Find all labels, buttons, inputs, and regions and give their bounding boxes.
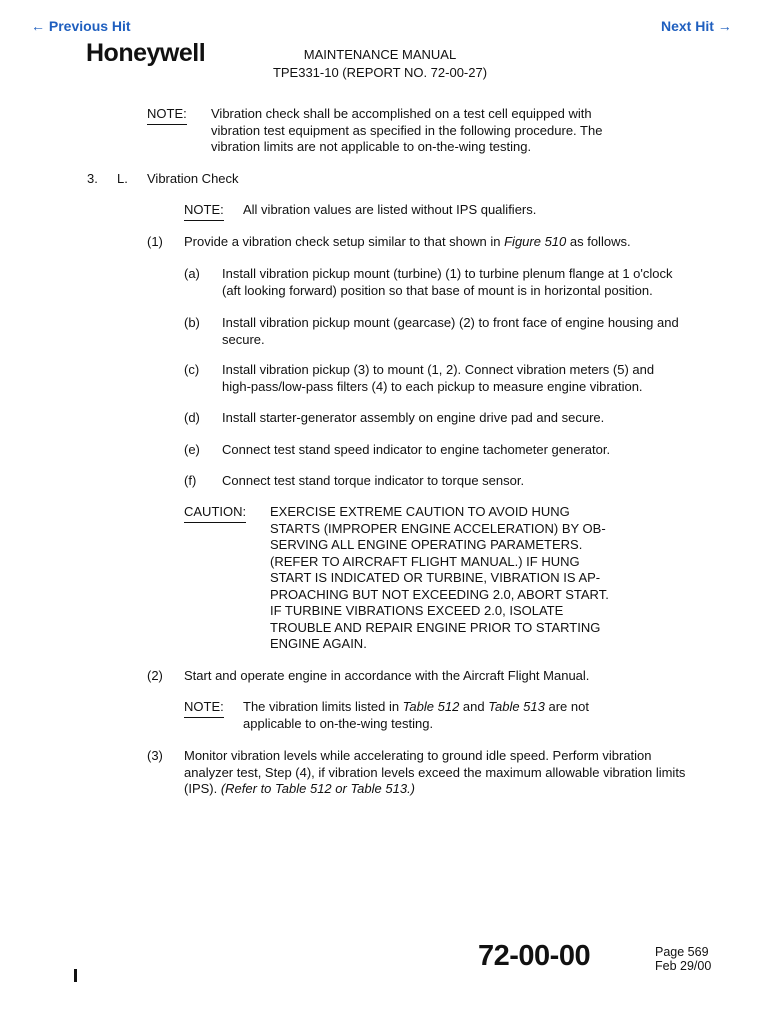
note-text: Vibration check shall be accomplished on a test cell equipped with vibration test equipment as specified in the following procedure. The vibration limits are not applicable to on-the-wing testing. bbox=[211, 106, 603, 154]
substep-label: (e) bbox=[184, 442, 200, 457]
page-number: Page 569 bbox=[655, 945, 709, 959]
substep-text: Install starter-generator assembly on engine drive pad and secure. bbox=[222, 410, 605, 425]
caution-text: EXERCISE EXTREME CAUTION TO AVOID HUNG STARTS (IMPROPER ENGINE ACCELERATION) BY OB- SERVING ALL ENGINE OPERATING PARAMETERS. (REFER TO AIRCRAFT FLIGHT MANUAL.) IF HUNG START IS INDICATED OR TURBINE, VIBRATION IS AP- PROACHING BUT NOT EXCEEDING 2.0, ABORT START. IF TURBINE VIBRATIONS EXCEED 2.0, ISOLATE TROUBLE AND REPAIR ENGINE PRIOR TO STARTING ENGINE AGAIN. bbox=[270, 504, 609, 651]
step-number: (3) bbox=[147, 748, 163, 763]
caution-label: CAUTION: bbox=[184, 504, 246, 523]
section-letter: L. bbox=[117, 171, 128, 186]
section-title: Vibration Check bbox=[147, 171, 239, 186]
step-number: (1) bbox=[147, 234, 163, 249]
chapter-section-number: 72-00-00 bbox=[478, 940, 591, 972]
substep-text: Install vibration pickup mount (turbine) (1) to turbine plenum flange at 1 o'clock (aft looking forward) position so that base of mount is in horizontal position. bbox=[222, 266, 673, 298]
note-label: NOTE: bbox=[147, 106, 187, 125]
substep-text: Connect test stand torque indicator to torque sensor. bbox=[222, 473, 525, 488]
note-label: NOTE: bbox=[184, 202, 224, 221]
step-number: (2) bbox=[147, 668, 163, 683]
manual-title: MAINTENANCE MANUAL bbox=[303, 47, 457, 62]
table-reference: Table 513 bbox=[488, 699, 545, 714]
step-text: Start and operate engine in accordance with the Aircraft Flight Manual. bbox=[184, 668, 590, 683]
note-text: All vibration values are listed without IPS qualifiers. bbox=[243, 202, 537, 217]
next-hit-link[interactable]: Next Hit → bbox=[661, 18, 732, 34]
substep-label: (c) bbox=[184, 362, 200, 377]
substep-label: (d) bbox=[184, 410, 200, 425]
substep-text: Install vibration pickup (3) to mount (1, 2). Connect vibration meters (5) and high-pass/low-pass filters (4) to each pickup to measure engine vibration. bbox=[222, 362, 655, 394]
revision-date: Feb 29/00 bbox=[655, 959, 712, 973]
note-text: The vibration limits listed in Table 512 and Table 513 are not applicable to on-the-wing testing. bbox=[243, 699, 589, 731]
previous-hit-link[interactable]: ← Previous Hit bbox=[31, 18, 131, 34]
substep-label: (a) bbox=[184, 266, 200, 281]
step-text: Monitor vibration levels while accelerating to ground idle speed. Perform vibration analyzer test, Step (4), if vibration levels exceed the maximum allowable vibration limits (IPS). (Refer to Table 512 or Table 513.) bbox=[184, 748, 686, 796]
table-reference: (Refer to Table 512 or Table 513.) bbox=[220, 781, 416, 796]
change-bar bbox=[74, 969, 77, 982]
step-text: Provide a vibration check setup similar to that shown in Figure 510 as follows. bbox=[184, 234, 631, 249]
substep-label: (f) bbox=[184, 473, 197, 488]
note-label: NOTE: bbox=[184, 699, 224, 718]
substep-label: (b) bbox=[184, 315, 200, 330]
section-number: 3. bbox=[87, 171, 98, 186]
brand-logo: Honeywell bbox=[86, 39, 206, 67]
document-header bbox=[250, 46, 510, 82]
figure-reference: Figure 510 bbox=[504, 234, 567, 249]
report-number: TPE331-10 (REPORT NO. 72-00-27) bbox=[272, 65, 488, 80]
substep-text: Install vibration pickup mount (gearcase) (2) to front face of engine housing and secure. bbox=[222, 315, 679, 347]
substep-text: Connect test stand speed indicator to engine tachometer generator. bbox=[222, 442, 611, 457]
page-info bbox=[655, 945, 711, 973]
table-reference: Table 512 bbox=[402, 699, 460, 714]
